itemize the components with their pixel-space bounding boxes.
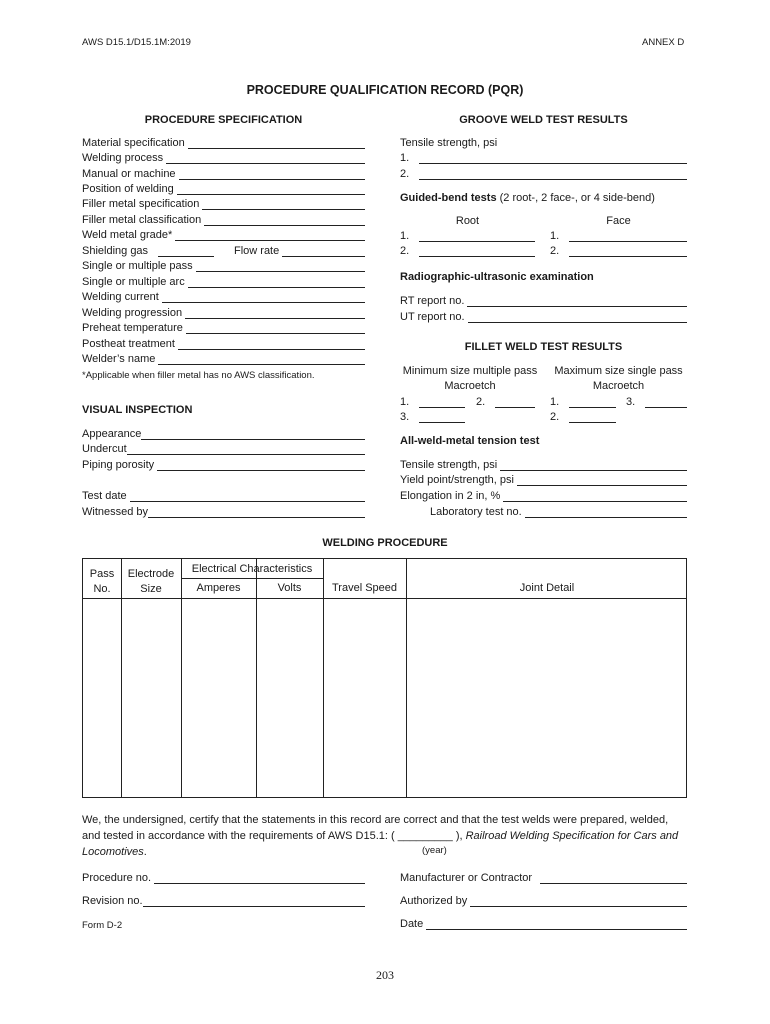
welding-procedure-table (82, 558, 687, 798)
face-1-field[interactable]: 1. (550, 230, 687, 242)
preheat-temperature-field[interactable]: Preheat temperature (82, 322, 365, 334)
yield-point-field[interactable]: Yield point/strength, psi (400, 474, 687, 486)
welding-progression-field[interactable]: Welding progression (82, 307, 365, 319)
welding-process-field[interactable]: Welding process (82, 152, 365, 164)
root-1-field[interactable]: 1. (400, 230, 535, 242)
min-macro-3-field[interactable]: 3. (400, 411, 465, 423)
filler-metal-spec-field[interactable]: Filler metal specification (82, 198, 365, 210)
witnessed-by-field[interactable]: Witnessed by (82, 506, 365, 518)
shielding-gas-field[interactable]: Shielding gas (82, 245, 214, 257)
flow-rate-field[interactable]: Flow rate (234, 245, 365, 257)
guided-bend-heading: Guided-bend tests (2 root-, 2 face-, or 4 side-bend) (400, 192, 655, 204)
max-macro-2-field[interactable]: 2. (550, 411, 616, 423)
tensile-1-field[interactable]: 1. (400, 152, 687, 164)
procedure-spec-heading: PROCEDURE SPECIFICATION (144, 114, 303, 126)
col-volts: Volts (277, 582, 302, 594)
undercut-field[interactable]: Undercut (82, 443, 365, 455)
max-macro-1-field[interactable]: 1. (550, 396, 616, 408)
single-or-multiple-pass-field[interactable]: Single or multiple pass (82, 260, 365, 272)
tensile-2-field[interactable]: 2. (400, 168, 687, 180)
lab-test-field[interactable]: Laboratory test no. (430, 506, 687, 518)
col-electrode-size: Electrode Size (127, 568, 175, 595)
root-2-field[interactable]: 2. (400, 245, 535, 257)
welders-name-field[interactable]: Welder’s name (82, 353, 365, 365)
rt-report-field[interactable]: RT report no. (400, 295, 687, 307)
visual-inspection-heading: VISUAL INSPECTION (82, 404, 193, 416)
fillet-tensile-field[interactable]: Tensile strength, psi (400, 459, 687, 471)
col-pass-no: Pass No. (89, 568, 115, 595)
root-label: Root (455, 215, 480, 227)
revision-no-field[interactable]: Revision no. (82, 895, 365, 907)
authorized-by-field[interactable]: Authorized by (400, 895, 687, 907)
page-number: 203 (376, 968, 394, 982)
weld-metal-grade-field[interactable]: Weld metal grade* (82, 229, 365, 241)
welding-procedure-heading: WELDING PROCEDURE (322, 537, 448, 549)
material-spec-field[interactable]: Material specification (82, 137, 365, 149)
tensile-strength-label: Tensile strength, psi (400, 137, 498, 149)
test-date-field[interactable]: Test date (82, 490, 365, 502)
groove-results-heading: GROOVE WELD TEST RESULTS (459, 114, 628, 126)
position-of-welding-field[interactable]: Position of welding (82, 183, 365, 195)
running-header-right: ANNEX D (642, 37, 685, 48)
col-travel-speed: Travel Speed (331, 582, 398, 594)
macroetch-label-max: Macroetch (592, 380, 645, 392)
single-or-multiple-arc-field[interactable]: Single or multiple arc (82, 276, 365, 288)
piping-porosity-field[interactable]: Piping porosity (82, 459, 365, 471)
date-field[interactable]: Date (400, 918, 687, 930)
appearance-field[interactable]: Appearance (82, 428, 365, 440)
filler-metal-class-field[interactable]: Filler metal classification (82, 214, 365, 226)
col-joint-detail: Joint Detail (519, 582, 575, 594)
macroetch-label-min: Macroetch (444, 380, 496, 392)
postheat-treatment-field[interactable]: Postheat treatment (82, 338, 365, 350)
max-macro-3-field[interactable]: 3. (626, 396, 687, 408)
running-header-left: AWS D15.1/D15.1M:2019 (82, 37, 191, 48)
page-title: PROCEDURE QUALIFICATION RECORD (PQR) (246, 83, 524, 97)
manufacturer-field[interactable]: Manufacturer or Contractor (400, 872, 687, 884)
min-macro-1-field[interactable]: 1. (400, 396, 465, 408)
procedure-no-field[interactable]: Procedure no. (82, 872, 365, 884)
ut-report-field[interactable]: UT report no. (400, 311, 687, 323)
radiographic-heading: Radiographic-ultrasonic examination (400, 271, 594, 283)
form-label: Form D-2 (82, 920, 123, 931)
face-label: Face (606, 215, 631, 227)
max-size-label: Maximum size single pass (554, 365, 683, 377)
col-amperes: Amperes (196, 582, 241, 594)
certification-statement: We, the undersigned, certify that the statements in this record are correct and that the test welds were prepared, welded, and tested in accordance with the requirements of AWS D15.1: ( _________ ), Railroad Welding Specification for Cars and Locomotives. (82, 814, 679, 858)
face-2-field[interactable]: 2. (550, 245, 687, 257)
welding-current-field[interactable]: Welding current (82, 291, 365, 303)
all-weld-metal-heading: All-weld-metal tension test (400, 435, 540, 447)
min-macro-2-field[interactable]: 2. (476, 396, 535, 408)
col-electrical-characteristics: Electrical Characteristics (191, 563, 313, 575)
year-caption: (year) (422, 845, 447, 856)
elongation-field[interactable]: Elongation in 2 in, % (400, 490, 687, 502)
min-size-label: Minimum size multiple pass (402, 365, 538, 377)
manual-or-machine-field[interactable]: Manual or machine (82, 168, 365, 180)
footnote: *Applicable when filler metal has no AWS classification. (82, 370, 315, 381)
fillet-results-heading: FILLET WELD TEST RESULTS (464, 341, 623, 353)
